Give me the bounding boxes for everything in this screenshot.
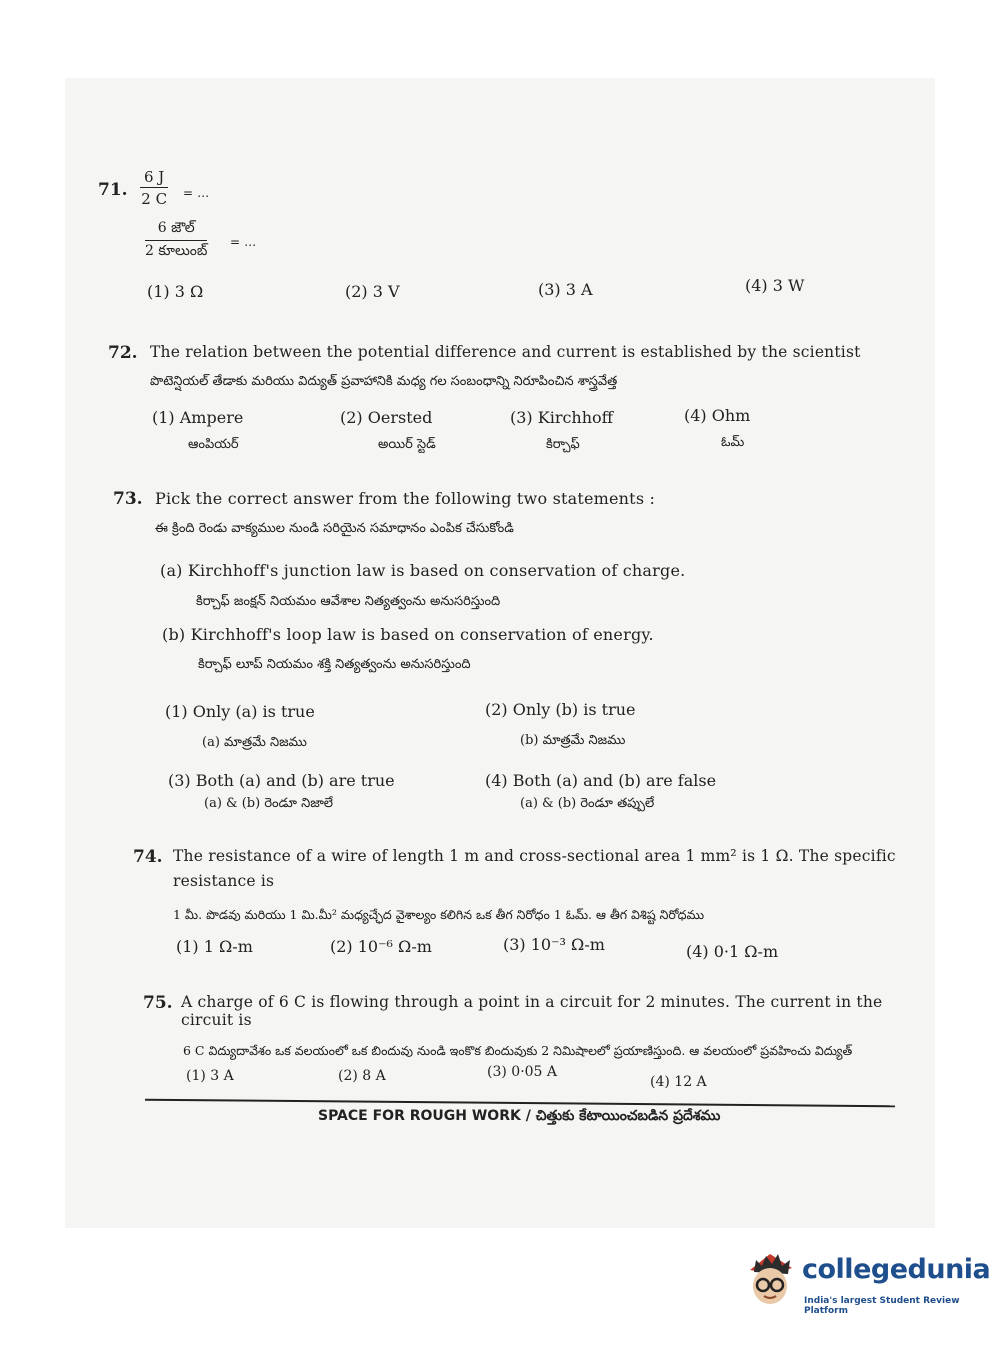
question-number: 72. xyxy=(108,343,138,363)
option-4-telugu: (a) & (b) రెండూ తప్పులే xyxy=(520,796,655,811)
option-2: (2) 3 V xyxy=(345,282,400,301)
option-2-telugu: అయిర్ స్టెడ్ xyxy=(378,437,436,452)
option-4: (4) Both (a) and (b) are false xyxy=(485,771,717,790)
fraction-english xyxy=(140,168,168,208)
option-3-telugu: (a) & (b) రెండూ నిజాలే xyxy=(204,796,334,811)
option-4: (4) 12 A xyxy=(650,1074,707,1090)
option-1-telugu: (a) మాత్రమే నిజము xyxy=(202,735,307,750)
option-2: (2) 8 A xyxy=(338,1068,386,1084)
option-2-telugu: (b) మాత్రమే నిజము xyxy=(520,733,626,748)
option-1: (1) Only (a) is true xyxy=(165,702,315,721)
question-number: 71. xyxy=(98,180,128,200)
fraction-denominator: 2 కూలుంబ్ xyxy=(145,243,208,259)
question-text-telugu: పొటెన్షియల్ తేడాకు మరియు విద్యుత్ ప్రవాహానికి మధ్య గల సంబంధాన్ని నిరూపించిన శాస్త్రవేత్త xyxy=(150,374,618,389)
fraction-numerator: 6 జౌల్ xyxy=(145,220,207,241)
option-1: (1) 3 Ω xyxy=(147,282,204,301)
option-3-telugu: కిర్చాఫ్ xyxy=(546,437,580,452)
option-2: (2) Only (b) is true xyxy=(485,700,636,719)
option-3: (3) Kirchhoff xyxy=(510,408,614,427)
question-text-english: A charge of 6 C is flowing through a point in a circuit for 2 minutes. The current in the xyxy=(181,993,883,1011)
option-1: (1) 1 Ω-m xyxy=(176,937,253,956)
option-4: (4) 0·1 Ω-m xyxy=(686,942,779,961)
question-number: 73. xyxy=(113,489,143,509)
statement-b: (b) Kirchhoff's loop law is based on conservation of energy. xyxy=(162,625,654,644)
question-text-english: The resistance of a wire of length 1 m and cross-sectional area 1 mm² is 1 Ω. The specific xyxy=(173,847,896,865)
option-1: (1) 3 A xyxy=(186,1068,234,1084)
option-1-telugu: ఆంపియర్ xyxy=(188,437,239,452)
option-4-telugu: ఓమ్ xyxy=(721,435,745,450)
question-text-telugu: ఈ క్రింది రెండు వాక్యముల నుండి సరియైన సమాధానం ఎంపిక చేసుకోండి xyxy=(155,521,514,536)
option-2: (2) 10⁻⁶ Ω-m xyxy=(330,937,432,956)
question-text-english: The relation between the potential difference and current is established by the scientist xyxy=(150,343,861,361)
option-1: (1) Ampere xyxy=(152,408,244,427)
option-3: (3) 3 A xyxy=(538,280,593,299)
option-4: (4) Ohm xyxy=(684,406,751,425)
question-text-telugu: 1 మీ. పొడవు మరియు 1 మి.మీ² మధ్యచ్ఛేద వైశాల్యం కలిగిన ఒక తీగ నిరోధం 1 ఓమ్. ఆ తీగ విశిష్ట నిరోధము xyxy=(173,907,705,922)
mascot-icon xyxy=(742,1248,798,1312)
brand-tagline: India's largest Student Review Platform xyxy=(804,1296,960,1316)
statement-b-telugu: కిర్చాఫ్ లూప్ నియమం శక్తి నిత్యత్వంను అనుసరిస్తుంది xyxy=(198,657,471,672)
rough-work-label: SPACE FOR ROUGH WORK / చిత్తుకు కేటాయించబడిన ప్రదేశము xyxy=(318,1108,721,1124)
fraction-tail: = ... xyxy=(230,235,257,249)
fraction-telugu xyxy=(145,220,207,262)
option-2: (2) Oersted xyxy=(340,408,433,427)
fraction-tail: = ... xyxy=(183,186,210,200)
question-text-telugu: 6 C విద్యుదావేశం ఒక వలయంలో ఒక బిందువు నుండి ఇంకొక బిందువుకు 2 నిమిషాలలో ప్రయాణిస్తుంది. ఆ వలయంలో ప్రవహించు విద్యుత్ xyxy=(183,1043,853,1058)
option-3: (3) Both (a) and (b) are true xyxy=(168,771,395,790)
option-4: (4) 3 W xyxy=(745,276,805,295)
question-number: 75. xyxy=(143,993,173,1013)
option-3: (3) 0·05 A xyxy=(487,1064,558,1080)
brand-name: collegedunia xyxy=(802,1254,991,1285)
collegedunia-logo[interactable] xyxy=(742,1248,991,1318)
fraction-denominator: 2 C xyxy=(141,190,168,208)
statement-a: (a) Kirchhoff's junction law is based on conservation of charge. xyxy=(160,561,686,580)
question-text-english: Pick the correct answer from the following two statements : xyxy=(155,489,656,508)
question-text-english-line2: resistance is xyxy=(173,872,275,890)
question-number: 74. xyxy=(133,847,163,867)
question-text-english-line2: circuit is xyxy=(181,1011,252,1029)
fraction-numerator: 6 J xyxy=(140,168,168,188)
option-3: (3) 10⁻³ Ω-m xyxy=(503,935,605,954)
statement-a-telugu: కిర్చాఫ్ జంక్షన్ నియమం ఆవేశాల నిత్యత్వంను అనుసరిస్తుంది xyxy=(196,594,501,609)
